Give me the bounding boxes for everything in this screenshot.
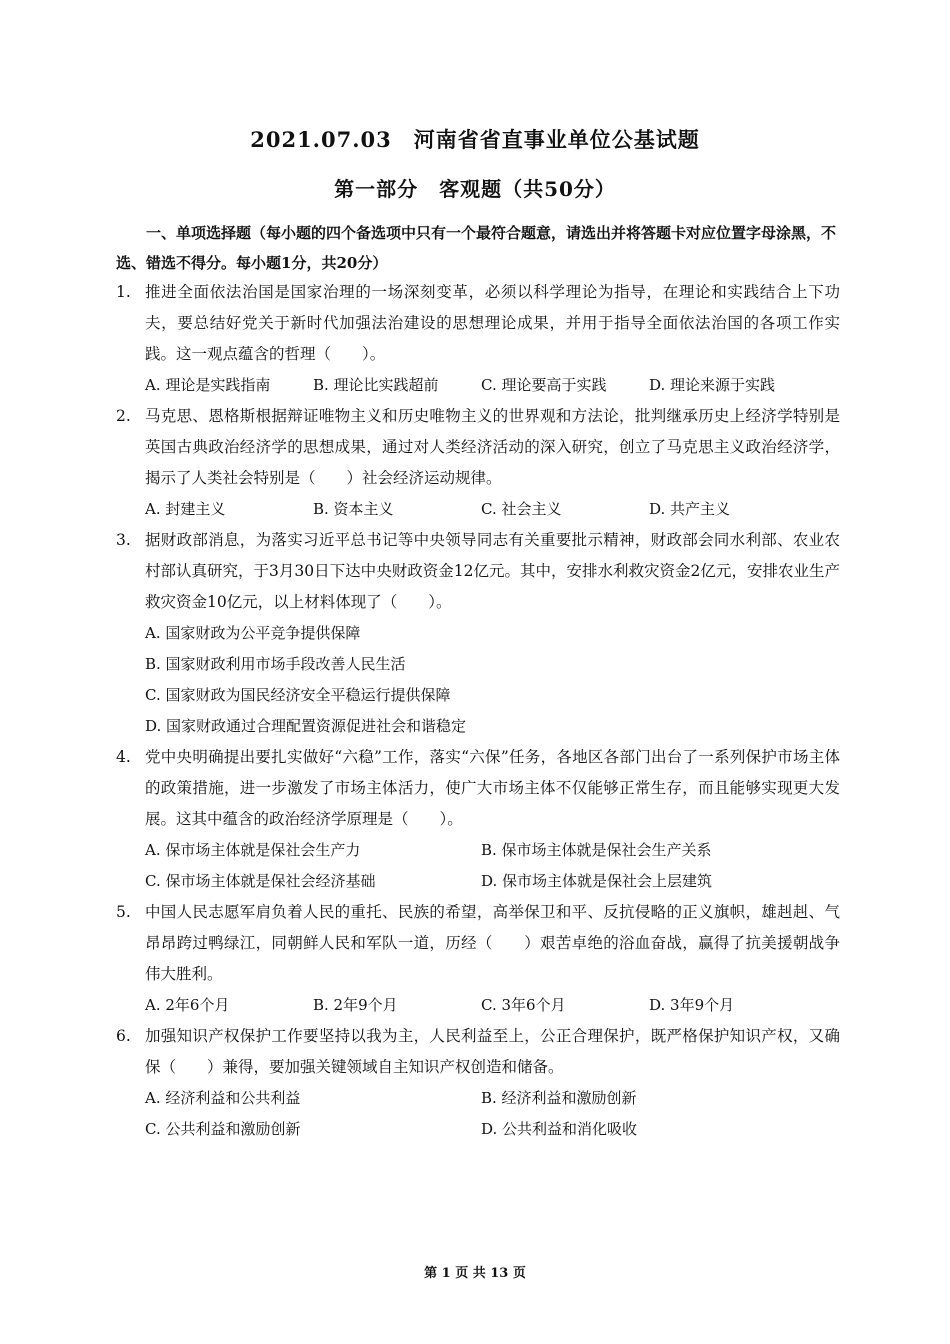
option-a[interactable]: A. 2年6个月	[145, 996, 230, 1014]
options	[116, 494, 840, 525]
options	[116, 1083, 840, 1145]
question-text: 马克思、恩格斯根据辩证唯物主义和历史唯物主义的世界观和方法论，批判继承历史上经济学特别是英国古典政治经济学的思想成果，通过对人类经济活动的深入研究，创立了马克思主义政治经济学，揭示了人类社会特别是（ ）社会经济运动规律。	[145, 407, 840, 487]
option-b[interactable]: B. 经济利益和激励创新	[481, 1089, 637, 1107]
question-3	[116, 525, 840, 742]
option-d[interactable]: D. 共产主义	[649, 500, 731, 518]
question-5	[116, 897, 840, 1021]
option-a[interactable]: A. 保市场主体就是保社会生产力	[145, 841, 361, 859]
option-b[interactable]: B. 2年9个月	[313, 996, 398, 1014]
options	[116, 990, 840, 1021]
option-c[interactable]: C. 3年6个月	[481, 996, 566, 1014]
question-number: 6.	[116, 1027, 131, 1045]
question-number: 3.	[116, 531, 131, 549]
option-a[interactable]: A. 国家财政为公平竞争提供保障	[145, 624, 361, 642]
option-d[interactable]: D. 保市场主体就是保社会上层建筑	[481, 872, 713, 890]
option-c[interactable]: C. 国家财政为国民经济安全平稳运行提供保障	[145, 686, 451, 704]
page-number: 第 1 页 共 13 页	[424, 1266, 526, 1281]
option-d[interactable]: D. 国家财政通过合理配置资源促进社会和谐稳定	[145, 717, 467, 735]
question-text: 党中央明确提出要扎实做好“六稳”工作，落实“六保”任务，各地区各部门出台了一系列保护市场主体的政策措施，进一步激发了市场主体活力，使广大市场主体不仅能够正常生存，而且能够实现更大发展。这其中蕴含的政治经济学原理是（ ）。	[145, 748, 840, 828]
question-number: 4.	[116, 748, 131, 766]
option-c[interactable]: C. 公共利益和激励创新	[145, 1120, 301, 1138]
option-a[interactable]: A. 理论是实践指南	[145, 376, 271, 394]
option-b[interactable]: B. 理论比实践超前	[313, 376, 439, 394]
options	[116, 835, 840, 897]
option-b[interactable]: B. 资本主义	[313, 500, 394, 518]
question-4	[116, 742, 840, 897]
question-2	[116, 401, 840, 525]
option-c[interactable]: C. 社会主义	[481, 500, 562, 518]
options	[116, 370, 840, 401]
option-d[interactable]: D. 理论来源于实践	[649, 376, 776, 394]
option-c[interactable]: C. 保市场主体就是保社会经济基础	[145, 872, 376, 890]
document-title: 2021.07.03 河南省省直事业单位公基试题	[250, 127, 700, 152]
question-text: 推进全面依法治国是国家治理的一场深刻变革，必须以科学理论为指导，在理论和实践结合上下功夫，要总结好党关于新时代加强法治建设的思想理论成果，并用于指导全面依法治国的各项工作实践。这一观点蕴含的哲理（ ）。	[145, 283, 840, 363]
question-6	[116, 1021, 840, 1145]
option-c[interactable]: C. 理论要高于实践	[481, 376, 607, 394]
option-b[interactable]: B. 保市场主体就是保社会生产关系	[481, 841, 712, 859]
question-text: 加强知识产权保护工作要坚持以我为主，人民利益至上，公正合理保护，既严格保护知识产权，又确保（ ）兼得，要加强关键领域自主知识产权创造和储备。	[145, 1027, 840, 1076]
option-a[interactable]: A. 封建主义	[145, 500, 226, 518]
question-list	[116, 277, 840, 1145]
question-number: 2.	[116, 407, 131, 425]
section-title: 第一部分 客观题（共50分）	[334, 177, 616, 201]
option-d[interactable]: D. 公共利益和消化吸收	[481, 1120, 638, 1138]
question-text: 中国人民志愿军肩负着人民的重托、民族的希望，高举保卫和平、反抗侵略的正义旗帜，雄赳赳、气昂昂跨过鸭绿江，同朝鲜人民和军队一道，历经（ ）艰苦卓绝的浴血奋战，赢得了抗美援朝战争伟大胜利。	[145, 903, 840, 983]
question-1	[116, 277, 840, 401]
options	[116, 618, 840, 742]
section-instructions: 一、单项选择题（每小题的四个备选项中只有一个最符合题意，请选出并将答题卡对应位置字母涂黑，不选、错选不得分。每小题1分，共20分）	[116, 224, 837, 272]
question-text: 据财政部消息，为落实习近平总书记等中央领导同志有关重要批示精神，财政部会同水利部、农业农村部认真研究，于3月30日下达中央财政资金12亿元。其中，安排水利救灾资金2亿元，安排农业生产救灾资金10亿元，以上材料体现了（ ）。	[145, 531, 840, 611]
question-number: 5.	[116, 903, 131, 921]
question-number: 1.	[116, 283, 131, 301]
option-b[interactable]: B. 国家财政利用市场手段改善人民生活	[145, 655, 406, 673]
option-a[interactable]: A. 经济利益和公共利益	[145, 1089, 301, 1107]
option-d[interactable]: D. 3年9个月	[649, 996, 735, 1014]
